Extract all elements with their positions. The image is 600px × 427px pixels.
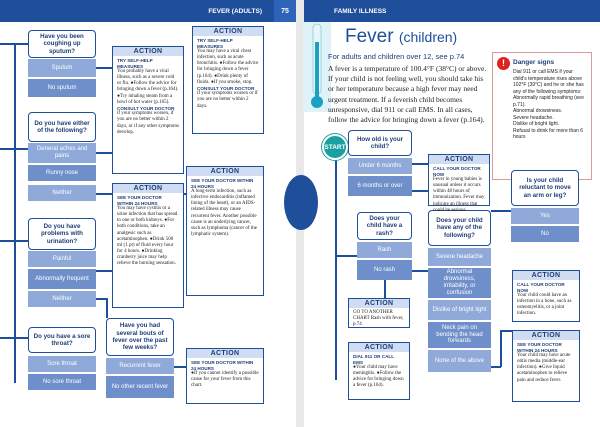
intro-heading: For adults and children over 12, see p.74 — [328, 52, 465, 61]
danger-body: Dial 911 or call EMS if your child's temperature rises above 102°F (39°C) and he or she has any of the following symptoms: — [513, 69, 584, 95]
connector-line — [491, 210, 511, 212]
action-instruction: TRY SELF-HELP MEASURES — [197, 38, 233, 49]
question-child-age: How old is your child? — [348, 130, 412, 156]
action-instruction: DIAL 911 OR CALL EMS — [353, 354, 394, 365]
connector-line — [412, 163, 428, 165]
answer-no-recurrent-fever[interactable]: No other recent fever — [106, 376, 174, 398]
action-title: ACTION — [113, 184, 183, 193]
connector-line — [106, 298, 108, 318]
danger-item: Abnormal drowsiness. — [513, 108, 563, 115]
action-title: ACTION — [349, 299, 409, 308]
title-subtext: (children) — [398, 29, 458, 45]
action-box — [512, 330, 580, 402]
warning-icon: ! — [497, 57, 510, 70]
action-text: Fever in young babies is unusual unless it occurs within 48 hours of immunization. Fever may indicate an illness that could be serious. — [433, 177, 485, 213]
connector-line — [384, 280, 386, 298]
connector-line — [335, 255, 357, 257]
action-box — [192, 26, 264, 134]
question-urination: Do you have problems with urination? — [28, 218, 96, 250]
connector-line — [96, 67, 112, 69]
action-title: ACTION — [113, 47, 183, 56]
danger-item: Severe headache. — [513, 114, 554, 121]
danger-item: Dislike of bright light. — [513, 121, 560, 128]
answer-no-sputum[interactable]: No sputum — [28, 79, 96, 97]
action-instruction: CONSULT YOUR DOCTOR — [197, 85, 255, 91]
action-box — [428, 154, 490, 213]
action-instruction: CALL YOUR DOCTOR NOW — [433, 166, 481, 177]
question-rash: Does your child have a rash? — [357, 212, 412, 240]
answer-abnormally-frequent[interactable]: Abnormally frequent — [28, 269, 96, 289]
action-box — [112, 46, 184, 174]
action-text: Your child could have an infection in a bone, such as osteomyelitis, or a joint infection. — [517, 293, 572, 317]
left-page-header — [0, 0, 296, 22]
action-text: GO TO ANOTHER CHART Rash with fever, p.74 — [353, 310, 404, 328]
answer-runny-nose[interactable]: Runny nose — [28, 165, 96, 181]
answer-none-of-the-above[interactable]: None of the above — [428, 350, 491, 372]
connector-line — [96, 298, 106, 300]
question-following-symptoms: Does your child have any of the following? — [428, 210, 491, 246]
action-instruction: SEE YOUR DOCTOR WITHIN 24 HOURS — [117, 195, 162, 206]
thermometer-icon — [303, 22, 331, 112]
answer-severe-headache[interactable]: Severe headache — [428, 248, 491, 266]
action-title: ACTION — [193, 27, 263, 36]
action-text: ●If you cannot identify a possible cause for your fever from this chart. — [191, 371, 259, 389]
connector-line — [500, 330, 502, 367]
action-text: You may have cystitis or a urine infection that has spread to one or both kidneys. ●For both conditions, take an analgesic such as acetaminophen. ●Drink 500 ml (1 pt) of fluid every hour for 4 hours. ●Drinking cranberry juice may help relieve the burning sensation. — [117, 206, 178, 267]
action-text: You may have a viral chest infection, such as acute bronchitis. ●Follow the advice for bringing down a fever (p.164). ●Drink plenty of fluids. ●If you smoke, stop. — [197, 49, 259, 85]
action-text: Your child may have acute otitis media (middle-ear infection). ●Give liquid acetaminophen to relieve pain and reduce fever. — [517, 353, 571, 383]
question-reluctant-to-move: Is your child reluctant to move an arm or leg? — [511, 170, 579, 206]
intro-text — [328, 52, 488, 125]
connector-line — [96, 270, 112, 272]
right-page-header — [304, 0, 600, 22]
left-page-number: 75 — [274, 0, 296, 22]
danger-signs-box — [492, 52, 592, 180]
action-instruction: CALL YOUR DOCTOR NOW — [517, 282, 565, 293]
answer-no-sore-throat[interactable]: No sore throat — [28, 374, 96, 390]
connector-line — [14, 43, 16, 383]
question-recurrent-fever: Have you had several bouts of fever over the past few weeks? — [106, 318, 174, 356]
answer-dislike-bright-light[interactable]: Dislike of bright light — [428, 300, 491, 320]
left-header-title: FEVER (ADULTS) — [208, 7, 262, 15]
action-box — [512, 270, 580, 322]
action-instruction: SEE YOUR DOCTOR WITHIN 24 HOURS — [191, 360, 254, 371]
thumb-tab — [284, 175, 318, 230]
connector-line — [174, 366, 186, 368]
action-instruction: SEE YOUR DOCTOR WITHIN 24 HOURS — [191, 178, 254, 189]
connector-line — [412, 190, 428, 192]
answer-rash[interactable]: Rash — [357, 242, 412, 258]
answer-aches[interactable]: General aches and pains — [28, 143, 96, 163]
danger-item: Abnormally rapid breathing (see p.71). — [513, 95, 584, 108]
answer-no-rash[interactable]: No rash — [357, 260, 412, 280]
question-coughing: Have you been coughing up sputum? — [28, 30, 96, 58]
action-text: if your symptoms worsen, if you are no better within 2 days, or if any other symptoms develop. — [117, 111, 179, 135]
action-box — [186, 348, 264, 404]
page-title — [345, 26, 457, 48]
answer-abnormal-drowsiness[interactable]: Abnormal drowsiness, irritability, or confusion — [428, 268, 491, 298]
answer-neither[interactable]: Neither — [28, 185, 96, 201]
action-instruction: SEE YOUR DOCTOR WITHIN 24 HOURS — [517, 342, 562, 353]
answer-painful[interactable]: Painful — [28, 251, 96, 267]
danger-title: Danger signs — [513, 59, 555, 66]
answer-neither[interactable]: Neither — [28, 291, 96, 307]
action-box — [348, 298, 410, 328]
action-title: ACTION — [429, 155, 489, 164]
action-text: ●Your child may have meningitis. ●Follow the advice for bringing down a fever (p.164). — [353, 365, 404, 389]
connector-line — [412, 270, 428, 272]
action-box — [348, 342, 410, 400]
connector-line — [335, 160, 337, 380]
action-box — [112, 183, 184, 308]
answer-no[interactable]: No — [511, 226, 579, 242]
action-text: if your symptoms worsen or if you are no better within 2 days. — [197, 91, 258, 109]
answer-sputum[interactable]: Sputum — [28, 59, 96, 77]
connector-line — [96, 152, 112, 154]
question-symptoms: Do you have either of the following? — [28, 112, 96, 142]
answer-neck-pain[interactable]: Neck pain on bending the head forwards — [428, 322, 491, 348]
connector-line — [500, 330, 512, 332]
action-title: ACTION — [187, 349, 263, 358]
action-text: You probably have a viral illness, such as a severe cold or flu. ●Follow the advice for bringing down a fever (p.164). ●Try inhaling steam from a bowl of hot water (p.165). — [117, 69, 179, 105]
title-text: Fever — [345, 26, 394, 47]
answer-recurrent-fever[interactable]: Recurrent fever — [106, 358, 174, 374]
action-title: ACTION — [187, 167, 263, 176]
intro-body: A fever is a temperature of 100.4°F (38°C) or above. If your child is not feeling well, you should take his or her temperature because a high fever may need urgent treatment. If a feverish child becomes unresponsive, dial 911 or call EMS. In all cases, follow the advice for bringing down a fever (p.164). — [328, 64, 487, 124]
answer-under-6-months[interactable]: Under 6 months — [348, 158, 412, 174]
answer-6-months-or-over[interactable]: 6 months or over — [348, 176, 412, 196]
question-sore-throat: Do you have a sore throat? — [28, 327, 96, 353]
action-box — [186, 166, 264, 296]
answer-sore-throat[interactable]: Sore throat — [28, 356, 96, 372]
action-title: ACTION — [349, 343, 409, 352]
action-title: ACTION — [513, 271, 579, 280]
action-text: A long-term infection, such as infective endocarditis (inflamed lining of the heart), or an AIDS-related illness may cause recurrent fever. Another possible cause is an underlying cancer, such as lymphoma (cancer of the lymphatic system). — [191, 189, 257, 237]
right-header-title: FAMILY ILLNESS — [334, 7, 387, 15]
action-instruction: CONSULT YOUR DOCTOR — [117, 105, 175, 111]
action-instruction: TRY SELF-HELP MEASURES — [117, 58, 153, 69]
start-marker: START — [322, 134, 348, 160]
answer-yes[interactable]: Yes — [511, 208, 579, 224]
action-title: ACTION — [513, 331, 579, 340]
danger-item: Refusal to drink for more than 6 hours — [513, 127, 584, 141]
